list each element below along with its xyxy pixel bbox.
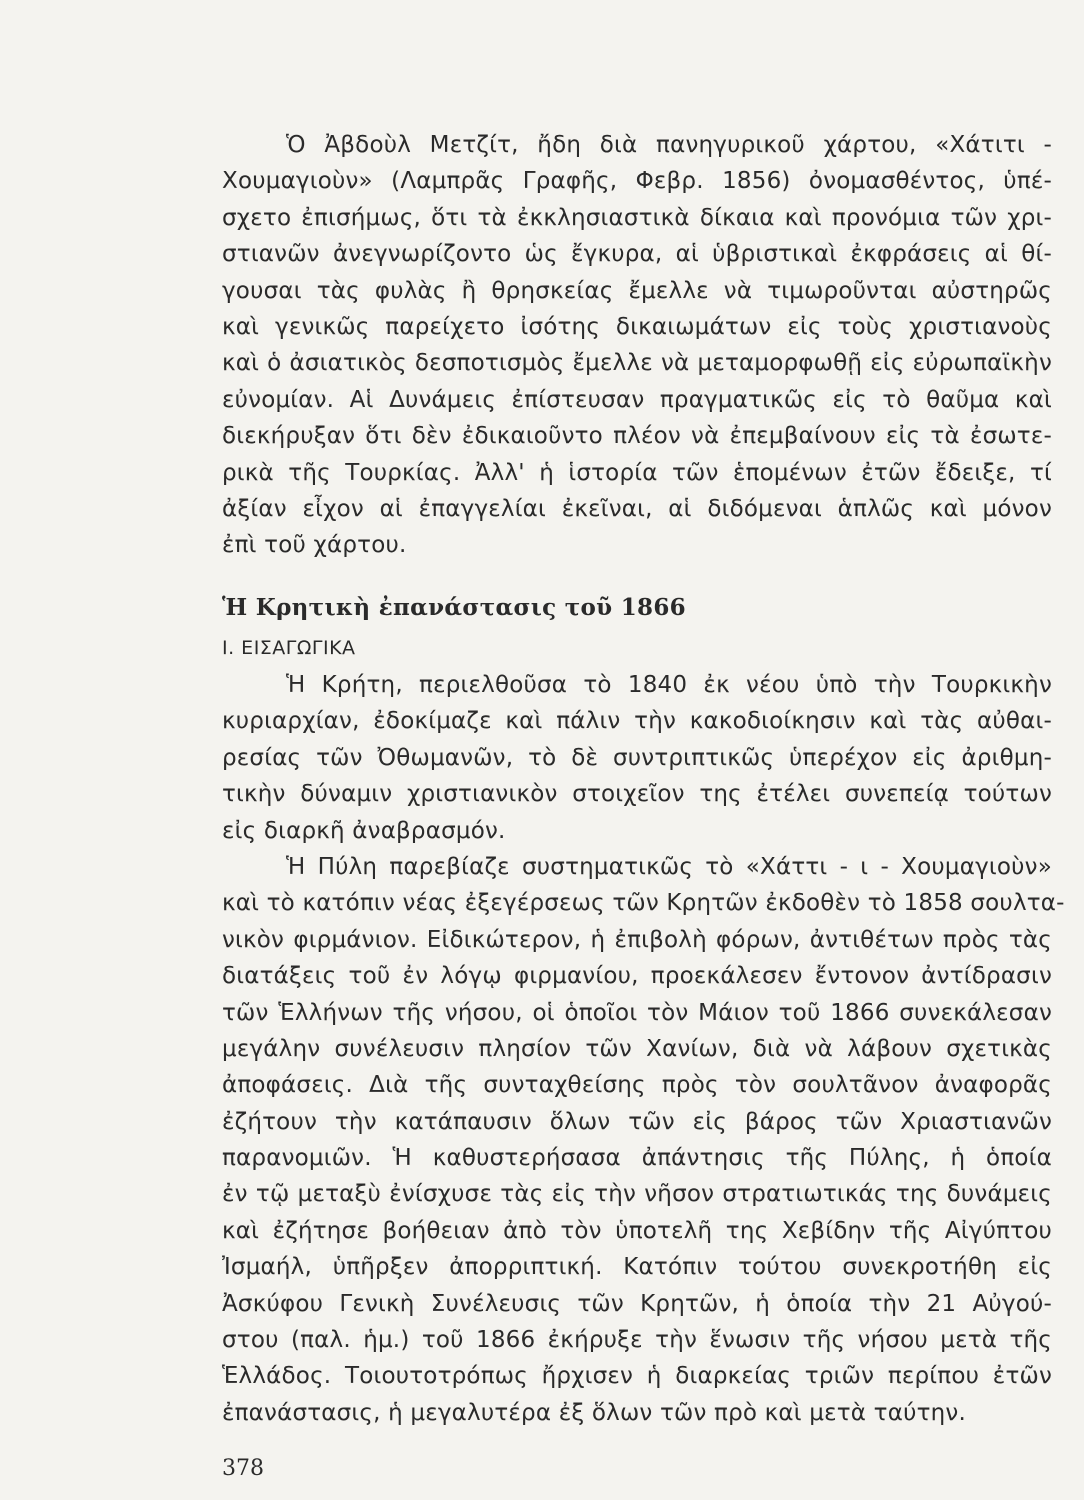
text-line: Ὁ Ἀβδοὺλ Μετζίτ, ἤδη διὰ πανηγυρικοῦ χάρτου, «Χάτιτι - — [286, 132, 1052, 158]
text-line: παρανομιῶν. Ἡ καθυστερήσασα ἀπάντησις τῆς Πύλης, ἡ ὁποία — [222, 1145, 1052, 1172]
text-line: Ἡ Κρήτη, περιελθοῦσα τὸ 1840 ἐκ νέου ὑπὸ τὴν Τουρκικὴν — [286, 672, 1052, 698]
text-line: στιανῶν ἀνεγνωρίζοντο ὡς ἔγκυρα, αἱ ὑβριστικαὶ ἐκφράσεις αἱ θί- — [222, 241, 1052, 268]
text-line: ρικὰ τῆς Τουρκίας. Ἀλλ' ἡ ἱστορία τῶν ἑπομένων ἐτῶν ἔδειξε, τί — [222, 459, 1052, 486]
text-line: Ἑλλάδος. Τοιουτοτρόπως ἤρχισεν ἡ διαρκείας τριῶν περίπου ἐτῶν — [222, 1363, 1052, 1390]
text-line: ρεσίας τῶν Ὀθωμανῶν, τὸ δὲ συντριπτικῶς ὑπερέχον εἰς ἀριθμη- — [222, 744, 1052, 771]
page-number: 378 — [222, 1456, 264, 1481]
text-line: Χουμαγιοὺν» (Λαμπρᾶς Γραφῆς, Φεβρ. 1856) ὀνομασθέντος, ὑπέ- — [222, 168, 1052, 195]
text-line: σχετο ἐπισήμως, ὅτι τὰ ἐκκλησιαστικὰ δίκαια καὶ προνόμια τῶν χρι- — [222, 204, 1052, 231]
text-line: ἐπὶ τοῦ χάρτου. — [222, 532, 407, 559]
text-line: ἀξίαν εἶχον αἱ ἐπαγγελίαι ἐκεῖναι, αἱ διδόμεναι ἁπλῶς καὶ μόνον — [222, 495, 1052, 522]
text-line: Ἀσκύφου Γενικὴ Συνέλευσις τῶν Κρητῶν, ἡ ὁποία τὴν 21 Αὐγού- — [222, 1290, 1052, 1317]
text-line: διατάξεις τοῦ ἐν λόγῳ φιρμανίου, προεκάλεσεν ἔντονον ἀντίδρασιν — [222, 963, 1052, 990]
text-line: στου (παλ. ἡμ.) τοῦ 1866 ἐκήρυξε τὴν ἕνωσιν τῆς νήσου μετὰ τῆς — [222, 1327, 1052, 1354]
text-line: καὶ γενικῶς παρείχετο ἰσότης δικαιωμάτων εἰς τοὺς χριστιανοὺς — [222, 313, 1052, 340]
text-line: Ἰσμαήλ, ὑπῆρξεν ἀπορριπτική. Κατόπιν τούτου συνεκροτήθη εἰς — [222, 1254, 1052, 1281]
section-heading: Ἡ Κρητικὴ ἐπανάστασις τοῦ 1866 — [222, 594, 686, 621]
text-line: εἰς διαρκῆ ἀναβρασμόν. — [222, 817, 506, 844]
text-line: νικὸν φιρμάνιον. Εἰδικώτερον, ἡ ἐπιβολὴ φόρων, ἀντιθέτων πρὸς τὰς — [222, 926, 1052, 953]
text-line: Ἡ Πύλη παρεβίαζε συστηματικῶς τὸ «Χάττι - ι - Χουμαγιοὺν» — [286, 853, 1052, 880]
text-line: τικὴν δύναμιν χριστιανικὸν στοιχεῖον της ἐτέλει συνεπείᾳ τούτων — [222, 781, 1052, 808]
text-line: ἐζήτουν τὴν κατάπαυσιν ὅλων τῶν εἰς βάρος τῶν Χριαστιανῶν — [222, 1108, 1052, 1135]
paragraph-hatt-i-humayun — [222, 127, 1052, 564]
text-line: καὶ τὸ κατόπιν νέας ἐξεγέρσεως τῶν Κρητῶν ἐκδοθὲν τὸ 1858 σουλτα- — [222, 890, 1065, 917]
text-line: μεγάλην συνέλευσιν πλησίον τῶν Χανίων, διὰ νὰ λάβουν σχετικὰς — [222, 1035, 1052, 1062]
text-line: γουσαι τὰς φυλὰς ἢ θρησκείας ἔμελλε νὰ τιμωροῦνται αὐστηρῶς — [222, 277, 1052, 304]
text-line: διεκήρυξαν ὅτι δὲν ἐδικαιοῦντο πλέον νὰ ἐπεμβαίνουν εἰς τὰ ἐσωτε- — [222, 423, 1052, 450]
text-line: καὶ ὁ ἀσιατικὸς δεσποτισμὸς ἔμελλε νὰ μεταμορφωθῇ εἰς εὐρωπαϊκὴν — [222, 350, 1052, 377]
text-line: τῶν Ἑλλήνων τῆς νήσου, οἱ ὁποῖοι τὸν Μάιον τοῦ 1866 συνεκάλεσαν — [222, 999, 1052, 1026]
text-line: εὐνομίαν. Αἱ Δυνάμεις ἐπίστευσαν πραγματικῶς εἰς τὸ θαῦμα καὶ — [222, 386, 1052, 413]
text-line: καὶ ἐζήτησε βοήθειαν ἀπὸ τὸν ὑποτελῆ της Χεβίδην τῆς Αἰγύπτου — [222, 1217, 1052, 1244]
text-line: κυριαρχίαν, ἐδοκίμαζε καὶ πάλιν τὴν κακοδιοίκησιν καὶ τὰς αὐθαι- — [222, 708, 1052, 735]
text-line: ἀποφάσεις. Διὰ τῆς συνταχθείσης πρὸς τὸν σουλτᾶνον ἀναφορᾶς — [222, 1072, 1052, 1099]
subsection-heading: Ι. ΕΙΣΑΓΩΓΙΚΑ — [222, 637, 356, 659]
text-line: ἐπανάστασις, ἡ μεγαλυτέρα ἐξ ὅλων τῶν πρὸ καὶ μετὰ ταύτην. — [222, 1399, 966, 1426]
paragraph-cretan-revolution — [222, 667, 1065, 1431]
text-line: ἐν τῷ μεταξὺ ἐνίσχυσε τὰς εἰς τὴν νῆσον στρατιωτικάς της δυνάμεις — [222, 1181, 1052, 1208]
